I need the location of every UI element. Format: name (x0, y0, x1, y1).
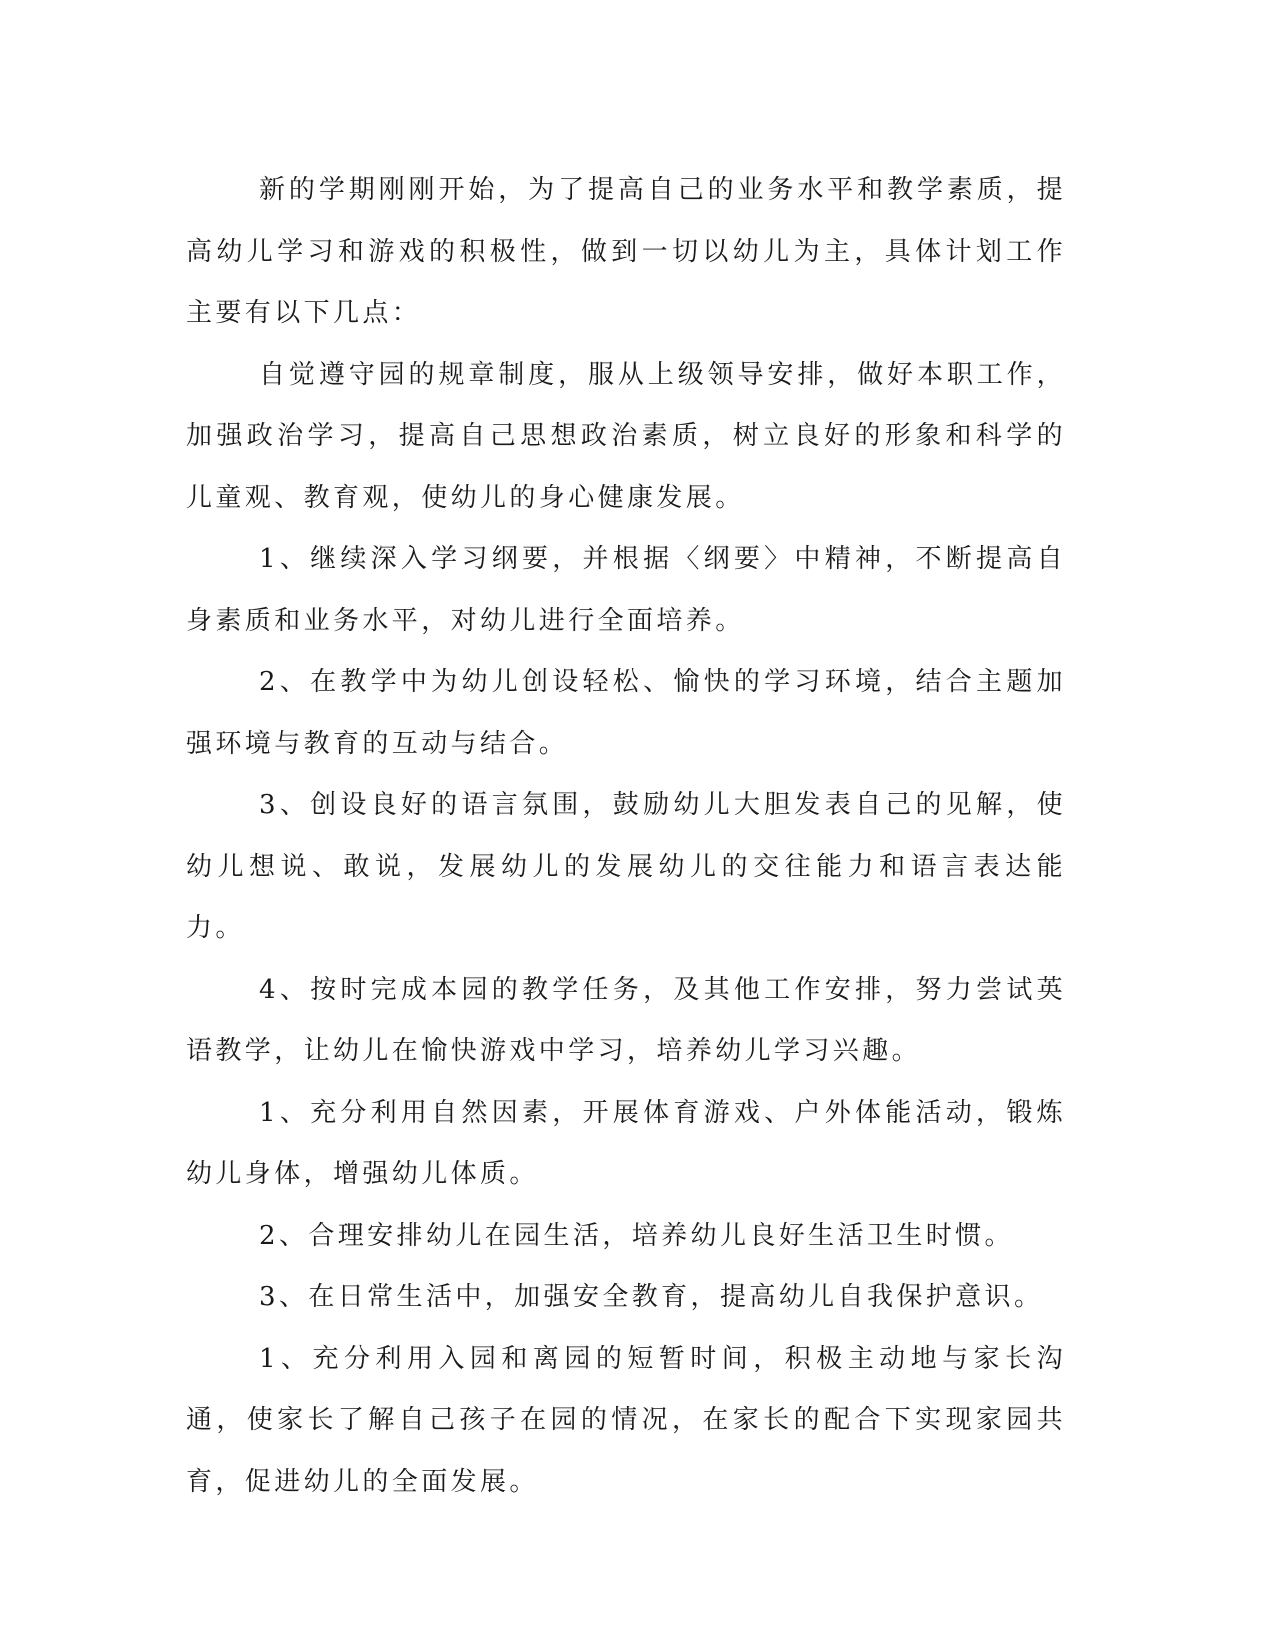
paragraph-health-1: 1、充分利用自然因素，开展体育游戏、户外体能活动，锻炼幼儿身体，增强幼儿体质。 (186, 1097, 1066, 1189)
document-body (186, 160, 1066, 1513)
paragraph-parents-1: 1、充分利用入园和离园的短暂时间，积极主动地与家长沟通，使家长了解自己孩子在园的情况，在家长的配合下实现家园共育，促进幼儿的全面发展。 (186, 1343, 1066, 1497)
paragraph-discipline: 自觉遵守园的规章制度，服从上级领导安排，做好本职工作，加强政治学习，提高自己思想政治素质，树立良好的形象和科学的儿童观、教育观，使幼儿的身心健康发展。 (186, 359, 1066, 513)
paragraph-teaching-4: 4、按时完成本园的教学任务，及其他工作安排，努力尝试英语教学，让幼儿在愉快游戏中学习，培养幼儿学习兴趣。 (186, 974, 1066, 1066)
paragraph-intro: 新的学期刚刚开始，为了提高自己的业务水平和教学素质，提高幼儿学习和游戏的积极性，做到一切以幼儿为主，具体计划工作主要有以下几点： (186, 175, 1066, 328)
paragraph-teaching-3: 3、创设良好的语言氛围，鼓励幼儿大胆发表自己的见解，使幼儿想说、敢说，发展幼儿的发展幼儿的交往能力和语言表达能力。 (186, 790, 1066, 943)
paragraph-teaching-2: 2、在教学中为幼儿创设轻松、愉快的学习环境，结合主题加强环境与教育的互动与结合。 (186, 667, 1066, 759)
paragraph-health-2: 2、合理安排幼儿在园生活，培养幼儿良好生活卫生时惯。 (259, 1220, 1014, 1251)
paragraph-health-3: 3、在日常生活中，加强安全教育，提高幼儿自我保护意识。 (259, 1282, 1044, 1312)
paragraph-teaching-1: 1、继续深入学习纲要，并根据〈纲要〉中精神，不断提高自身素质和业务水平，对幼儿进行全面培养。 (186, 544, 1066, 636)
